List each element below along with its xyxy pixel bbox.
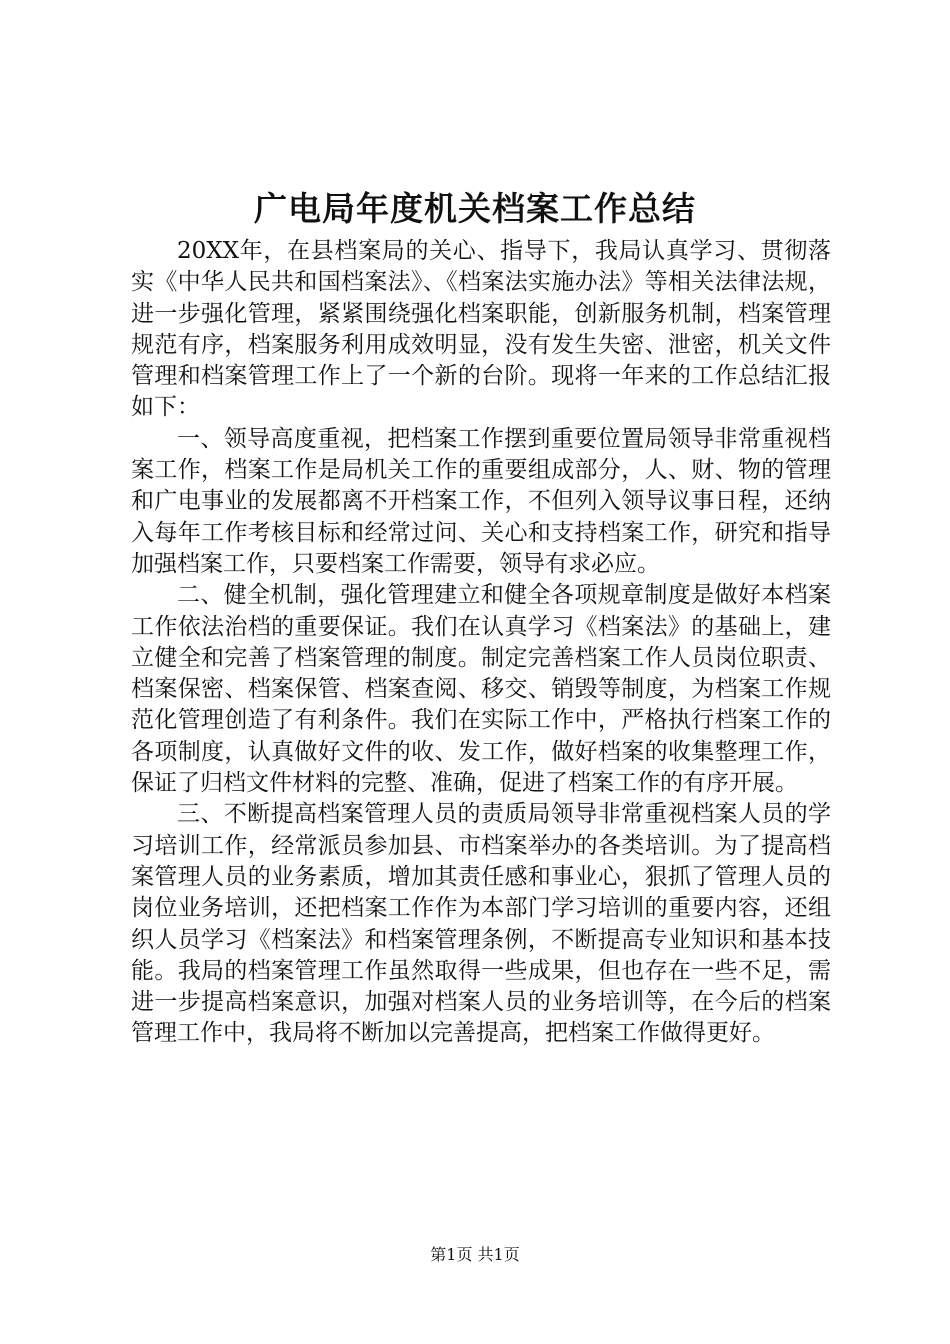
- paragraph-section-1: 一、领导高度重视，把档案工作摆到重要位置局领导非常重视档案工作，档案工作是局机关工作的重要组成部分，人、财、物的管理和广电事业的发展都离不开档案工作，不但列入领导议事日程，还纳入每年工作考核目标和经常过问、关心和支持档案工作，研究和指导加强档案工作，只要档案工作需要，领导有求必应。: [131, 425, 831, 577]
- paragraph-section-2: 二、健全机制，强化管理建立和健全各项规章制度是做好本档案工作依法治档的重要保证。我们在认真学习《档案法》的基础上，建立健全和完善了档案管理的制度。制定完善档案工作人员岗位职责、档案保密、档案保管、档案查阅、移交、销毁等制度，为档案工作规范化管理创造了有利条件。我们在实际工作中，严格执行档案工作的各项制度，认真做好文件的收、发工作，做好档案的收集整理工作，保证了归档文件材料的完整、准确，促进了档案工作的有序开展。: [131, 582, 831, 797]
- document-body: [131, 236, 831, 1050]
- paragraph-intro: 20XX年，在县档案局的关心、指导下，我局认真学习、贯彻落实《中华人民共和国档案法》、《档案法实施办法》等相关法律法规，进一步强化管理，紧紧围绕强化档案职能，创新服务机制，档案管理规范有序，档案服务利用成效明显，没有发生失密、泄密，机关文件管理和档案管理工作上了一个新的台阶。现将一年来的工作总结汇报如下：: [131, 238, 831, 421]
- document-title: 广电局年度机关档案工作总结: [254, 189, 696, 228]
- paragraph-section-3: 三、不断提高档案管理人员的责质局领导非常重视档案人员的学习培训工作，经常派员参加县、市档案举办的各类培训。为了提高档案管理人员的业务素质，增加其责任感和事业心，狠抓了管理人员的岗位业务培训，还把档案工作作为本部门学习培训的重要内容，还组织人员学习《档案法》和档案管理条例，不断提高专业知识和基本技能。我局的档案管理工作虽然取得一些成果，但也存在一些不足，需进一步提高档案意识，加强对档案人员的业务培训等，在今后的档案管理工作中，我局将不断加以完善提高，把档案工作做得更好。: [131, 801, 831, 1047]
- page-footer: 第1页 共1页: [430, 1245, 520, 1264]
